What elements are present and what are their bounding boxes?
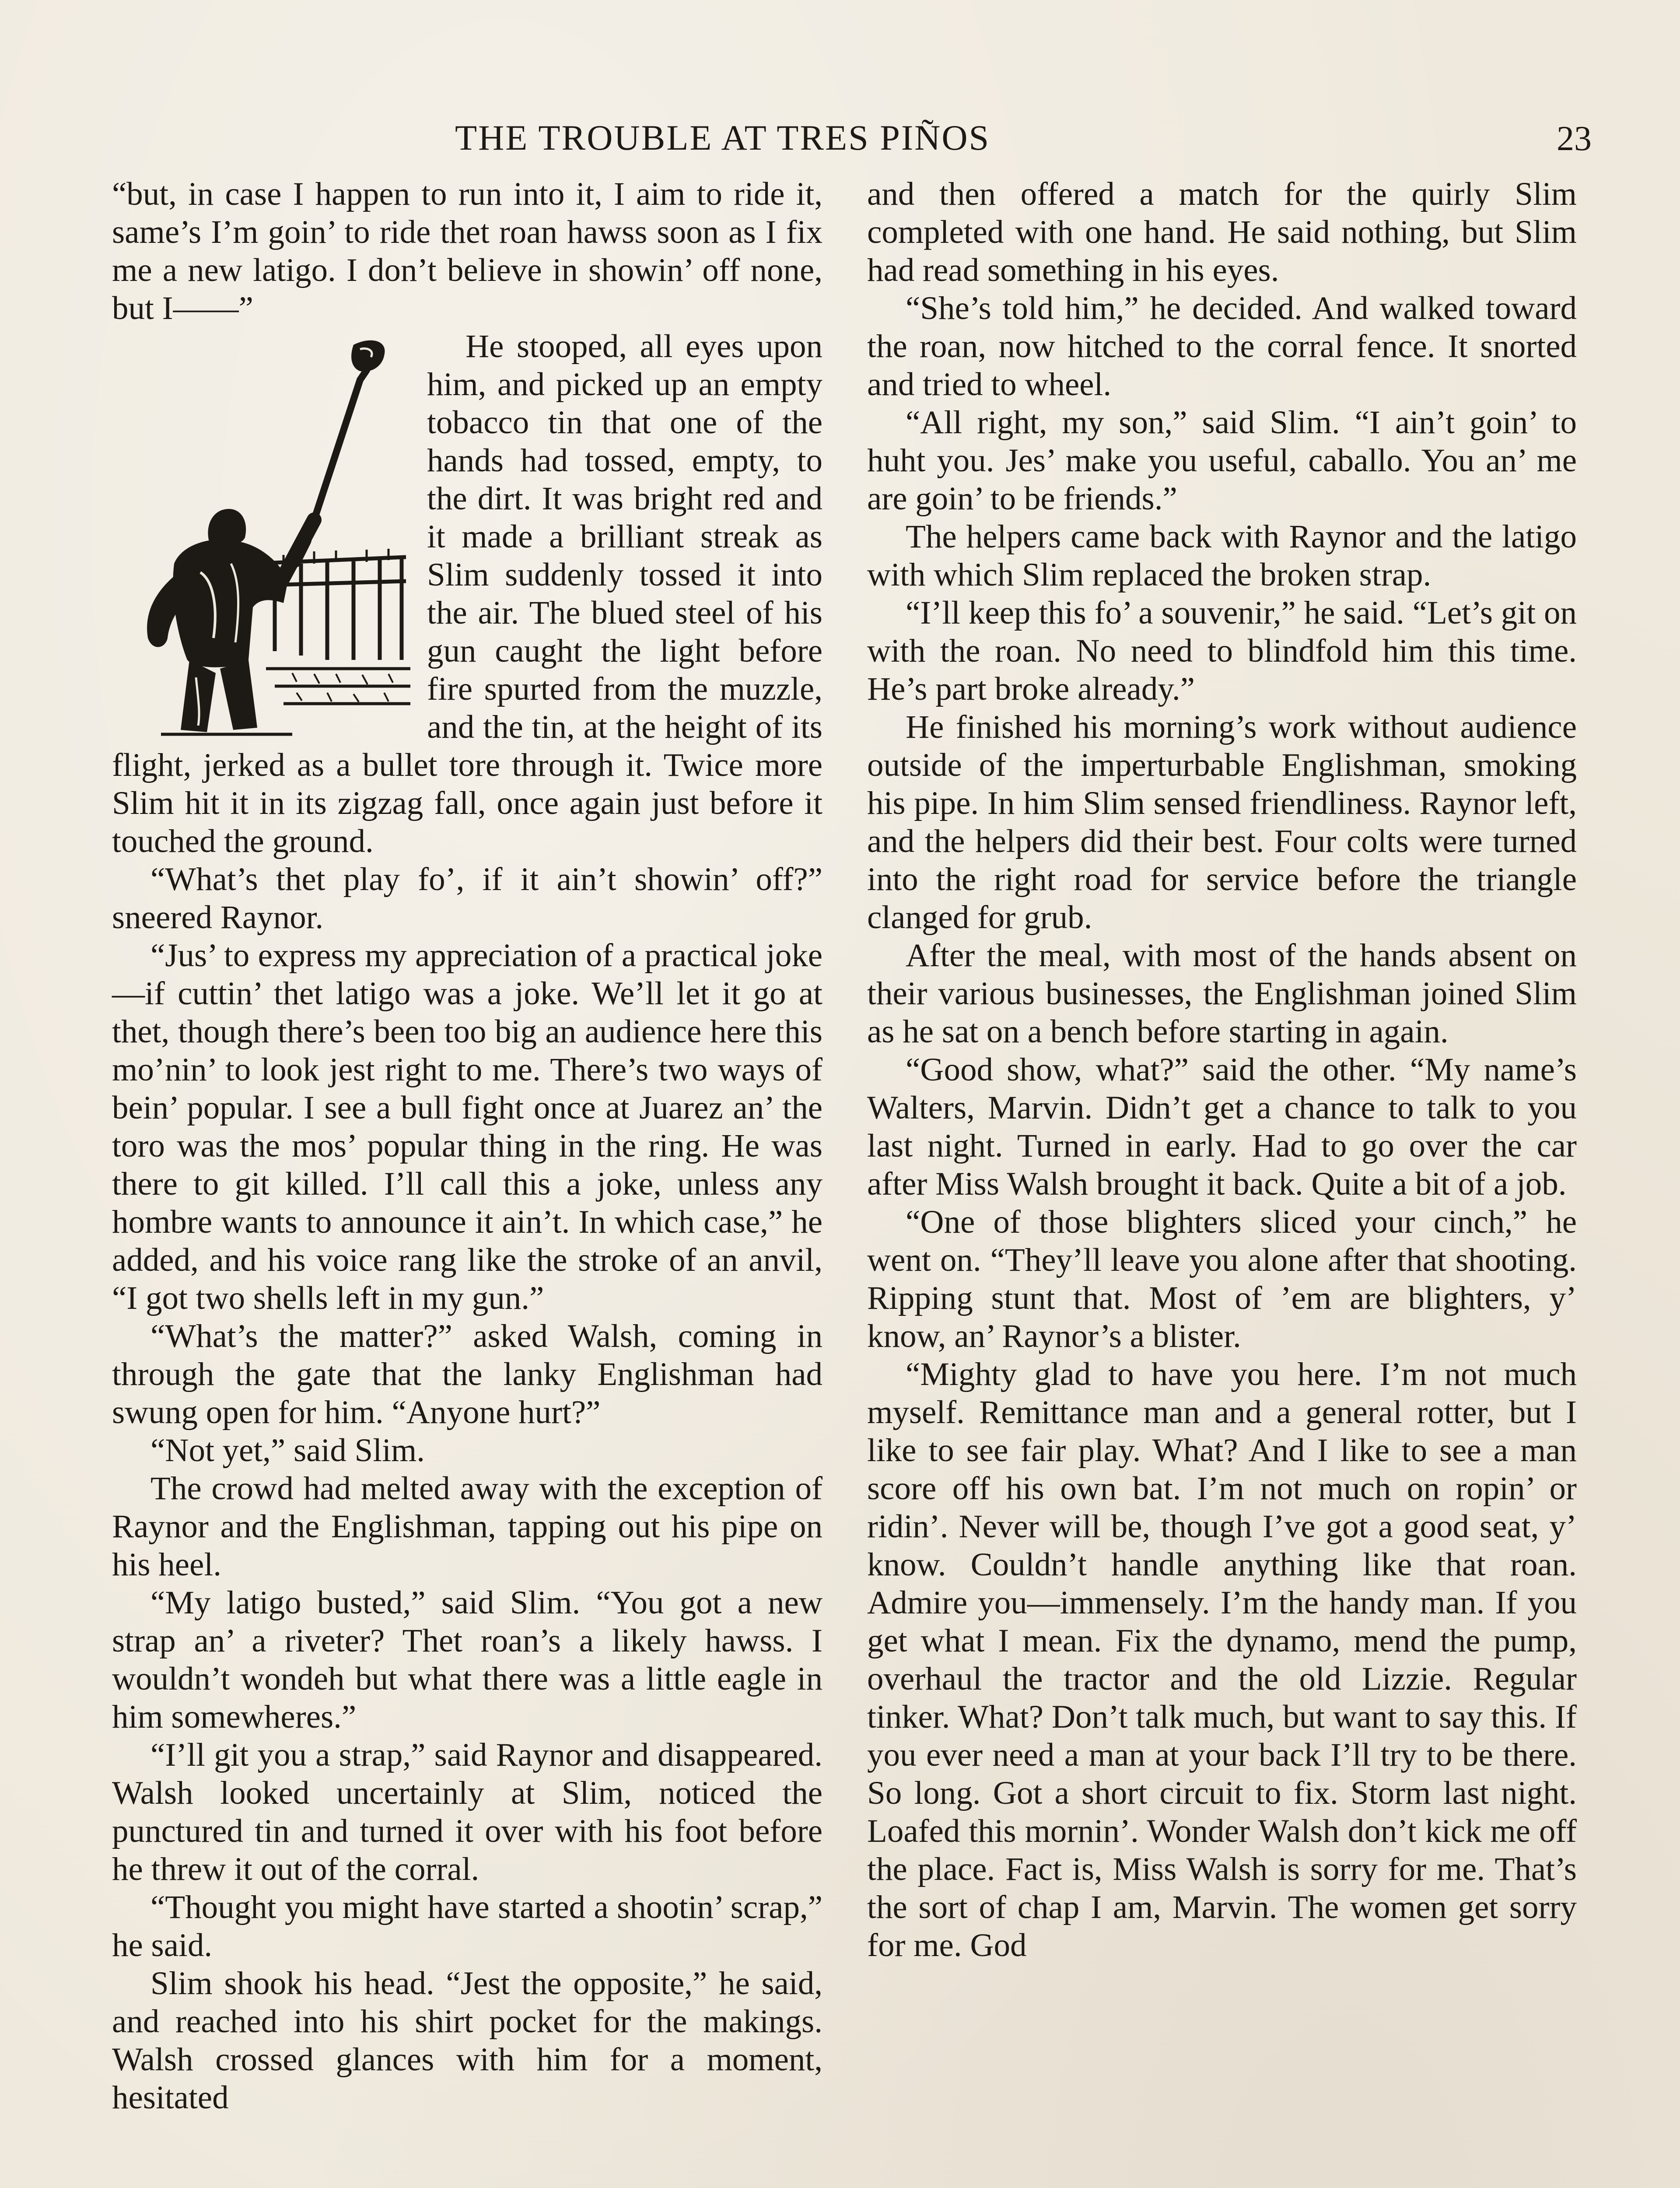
paragraph: “Jus’ to express my appreciation of a practical joke—if cuttin’ thet latigo was a joke. We’ll let it go at thet, though there’s been too big an audience here this mo’nin’ to look jest right to me. There’s two ways of bein’ popular. I see a bull fight once at Juarez an’ the toro was the mos’ popular thing in the ring. He was there to git killed. I’ll call this a joke, unless any hombre wants to announce it ain’t. In which case,” he added, and his voice rang like the stroke of an anvil, “I got two shells left in my gun.” (112, 937, 822, 1316)
left-column (112, 175, 822, 2188)
paragraph: “I’ll keep this fo’ a souvenir,” he said. “Let’s git on with the roan. No need to blindfold him this time. He’s part broke already.” (867, 595, 1577, 707)
paragraph: He stooped, all eyes upon him, and picked up an empty tobacco tin that one of the hands had tossed, empty, to the dirt. It was bright red and it made a brilliant streak as Slim suddenly tossed it into the air. The blued steel of his gun caught the light before fire spurted from the muzzle, and the tin, at the height of its flight, jerked as a bullet tore through it. Twice more Slim hit it in its zigzag fall, once again just before it touched the ground. (112, 328, 822, 859)
paragraph: “Not yet,” said Slim. (150, 1432, 425, 1469)
paragraph: “Good show, what?” said the other. “My name’s Walters, Marvin. Didn’t get a chance to talk to you last night. Turned in early. Had to go over the car after Miss Walsh brought it back. Quite a bit of a job. (867, 1052, 1577, 1202)
paragraph: After the meal, with most of the hands absent on their various businesses, the Englishman joined Slim as he sat on a bench before starting in again. (867, 937, 1577, 1050)
paragraph: “My latigo busted,” said Slim. “You got a new strap an’ a riveter? Thet roan’s a likely hawss. I wouldn’t wondeh but what there was a little eagle in him somewheres.” (112, 1585, 822, 1735)
paragraph: “What’s thet play fo’, if it ain’t showin’ off?” sneered Raynor. (112, 861, 822, 936)
paragraph: The crowd had melted away with the exception of Raynor and the Englishman, tapping out his pipe on his heel. (112, 1470, 822, 1583)
cowboy-shooting-icon (108, 336, 415, 743)
page-number: 23 (1557, 119, 1592, 158)
running-head (0, 117, 1680, 165)
paragraph: “She’s told him,” he decided. And walked toward the roan, now hitched to the corral fence. It snorted and tried to wheel. (867, 290, 1577, 403)
right-column (867, 175, 1577, 2188)
paragraph: “I’ll git you a strap,” said Raynor and disappeared. Walsh looked uncertainly at Slim, noticed the punctured tin and turned it over with his foot before he threw it out of the corral. (112, 1737, 822, 1887)
page-title: THE TROUBLE AT TRES PIÑOS (455, 118, 990, 158)
paragraph: and then offered a match for the quirly Slim completed with one hand. He said nothing, but Slim had read something in his eyes. (867, 176, 1577, 288)
paragraph: “One of those blighters sliced your cinch,” he went on. “They’ll leave you alone after that shooting. Ripping stunt that. Most of ’em are blighters, y’ know, an’ Raynor’s a blister. (867, 1204, 1577, 1354)
paragraph: “What’s the matter?” asked Walsh, coming in through the gate that the lanky Englishman had swung open for him. “Anyone hurt?” (112, 1318, 822, 1431)
paragraph: The helpers came back with Raynor and the latigo with which Slim replaced the broken strap. (867, 519, 1577, 593)
paragraph: “All right, my son,” said Slim. “I ain’t goin’ to huht you. Jes’ make you useful, caballo. You an’ me are goin’ to be friends.” (867, 404, 1577, 517)
paragraph: “Mighty glad to have you here. I’m not much myself. Remittance man and a general rotter, but I like to see fair play. What? And I like to see a man score off his own bat. I’m not much on ropin’ or ridin’. Never will be, though I’ve got a good seat, y’ know. Couldn’t handle anything like that roan. Admire you—immensely. I’m the handy man. If you get what I mean. Fix the dynamo, mend the pump, overhaul the tractor and the old Lizzie. Regular tinker. What? Don’t talk much, but want to say this. If you ever need a man at your back I’ll try to be there. So long. Got a short circuit to fix. Storm last night. Loafed this mornin’. Wonder Walsh don’t kick me off the place. Fact is, Miss Walsh is sorry for me. That’s the sort of chap I am, Marvin. The women get sorry for me. God (867, 1356, 1577, 1964)
cowboy-shooting-illustration (108, 336, 415, 743)
paragraph: Slim shook his head. “Jest the opposite,” he said, and reached into his shirt pocket for the makings. Walsh crossed glances with him for a moment, hesitated (112, 1965, 822, 2116)
paragraph: “but, in case I happen to run into it, I aim to ride it, same’s I’m goin’ to ride thet roan hawss soon as I fix me a new latigo. I don’t believe in showin’ off none, but I——” (112, 176, 822, 326)
paragraph: “Thought you might have started a shootin’ scrap,” he said. (112, 1889, 822, 1964)
paragraph: He finished his morning’s work without audience outside of the imperturbable Englishman, smoking his pipe. In him Slim sensed friendliness. Raynor left, and the helpers did their best. Four colts were turned into the right road for service before the triangle clanged for grub. (867, 709, 1577, 936)
